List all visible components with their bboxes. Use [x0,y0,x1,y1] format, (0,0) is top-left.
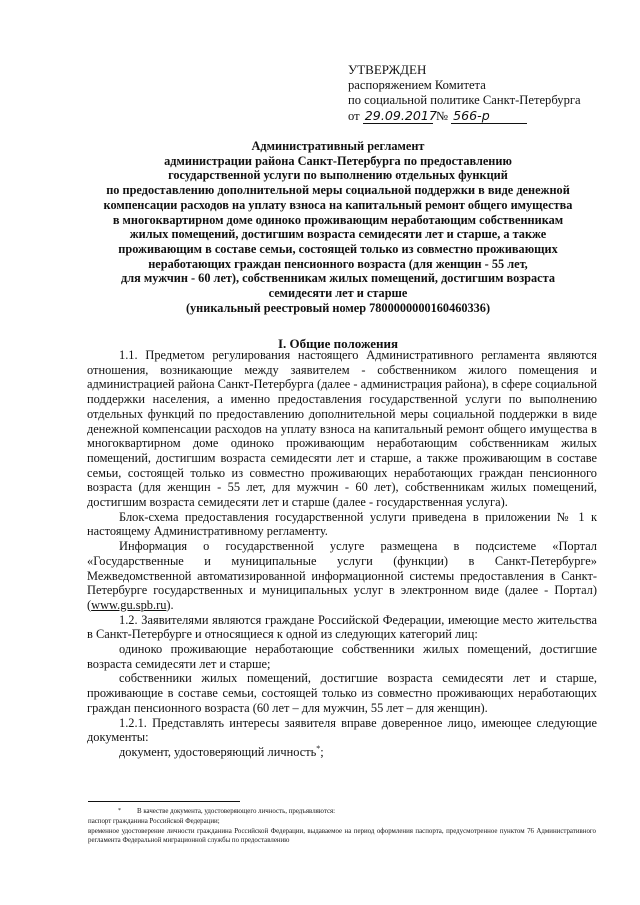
approval-from-label: от [348,108,360,123]
title-line: жилых помещений, достигшим возраста семидесяти лет и старше, а также [129,227,547,242]
paragraph-flowchart: Блок-схема предоставления государственной услуги приведена в приложении № 1 к настоящему Административному регламенту. [87,509,597,539]
title-line: для мужчин - 60 лет), собственникам жилых помещений, достигшим возраста [121,271,555,286]
footnote-text-1: В качестве документа, удостоверяющего личность, предъявляются: [137,808,336,815]
id-document-text: документ, удостоверяющий личность [119,744,317,759]
portal-info-end: ). [166,597,174,612]
paragraph-1-2-1: 1.2.1. Представлять интересы заявителя вправе доверенное лицо, имеющее следующие документы: [87,715,597,745]
title-line: Административный регламент [251,139,425,153]
approval-date-number-line [348,109,598,125]
regulation-title [88,139,588,315]
portal-link[interactable]: www.gu.spb.ru [91,597,167,612]
paragraph-1-1: 1.1. Предметом регулирования настоящего Административного регламента являются отношения, возникающие между заявителем - собственником жилого помещения и администрацией района Санкт-Петербурга (далее - администрация района), в сфере социальной поддержки населения, а именно предоставления государственной услуги по выполнению отдельных функций по предоставлению дополнительной меры социальной поддержки в виде денежной компенсации расходов на уплату взноса на капитальный ремонт общего имущества в многоквартирном доме одиноко проживающим неработающим собственникам жилых помещений, достигшим возраста семидесяти лет и старше, а также проживающим в составе семьи, состоящей только из совместно проживающих неработающих граждан пенсионного возраста (для женщин - 55 лет, для мужчин - 60 лет), собственникам жилых помещений, достигшим возраста семидесяти лет и старше (далее - государственная услуга). [87,348,597,510]
footnote-line-2: паспорт гражданина Российской Федерации; [88,817,220,825]
footnote-mark: * [118,808,121,814]
paragraph-category-1: одиноко проживающие неработающие собственники жилых помещений, достигшие возраста семидесяти лет и старше; [87,642,597,671]
paragraph-portal-info [87,539,597,613]
title-line: семидесяти лет и старше [268,286,408,301]
title-line: неработающих граждан пенсионного возраста (для женщин - 55 лет, [148,256,528,271]
footnote-divider [88,801,240,802]
approval-heading: УТВЕРЖДЕН [348,62,427,77]
approval-number: 566-р [451,109,527,124]
paragraph-category-2: собственники жилых помещений, достигшие возраста семидесяти лет и старше, проживающие в составе семьи, состоящей только из совместно проживающих неработающих граждан пенсионного возраста (60 лет – для мужчин, 55 лет – для женщин). [87,671,597,715]
footnote-ref: * [316,743,321,753]
title-line: в многоквартирном доме одиноко проживающим неработающим собственникам [112,212,564,227]
title-line: государственной услуги по выполнению отдельных функций [168,168,508,183]
id-document-end: ; [320,744,324,759]
section-title: I. Общие положения [278,336,398,351]
portal-info-text: Информация о государственной услуге размещена в подсистеме «Портал «Государственные и муниципальные услуги (функции) в Санкт-Петербурге» Межведомственной автоматизированной информационной системы предоставления в Санкт-Петербурге государственных и муниципальных услуг в электронном виде (далее - Портал) ( [87,539,597,612]
paragraph-id-document [87,745,597,760]
paragraph-1-2: 1.2. Заявителями являются граждане Российской Федерации, имеющие место жительства в Санкт-Петербурге и относящиеся к одной из следующих категорий лиц: [87,612,597,642]
approval-number-label: № [435,108,448,123]
title-line: (уникальный реестровый номер 7800000000160460336) [185,300,491,315]
approval-date: 29.09.2017 [364,107,437,123]
title-line: компенсации расходов на уплату взноса на капитальный ремонт общего имущества [103,197,573,212]
footnotes [88,807,596,846]
footnote-line-1 [88,807,596,817]
approval-line-1: распоряжением Комитета [348,77,486,92]
title-line: проживающим в составе семьи, состоящей только из совместно проживающих [118,241,558,256]
approval-line-2: по социальной политике Санкт-Петербурга [348,93,581,107]
title-line: по предоставлению дополнительной меры социальной поддержки в виде денежной [106,183,570,198]
section-body [87,348,597,760]
title-line: администрации района Санкт-Петербурга по предоставлению [164,153,512,168]
approval-stamp-block [348,62,598,124]
footnote-line-3: временное удостоверение личности гражданина Российской Федерации, выдаваемое на период оформления паспорта, предусмотренное пунктом 76 Административного регламента Федеральной миграционной службы по предоставлению [88,827,596,845]
